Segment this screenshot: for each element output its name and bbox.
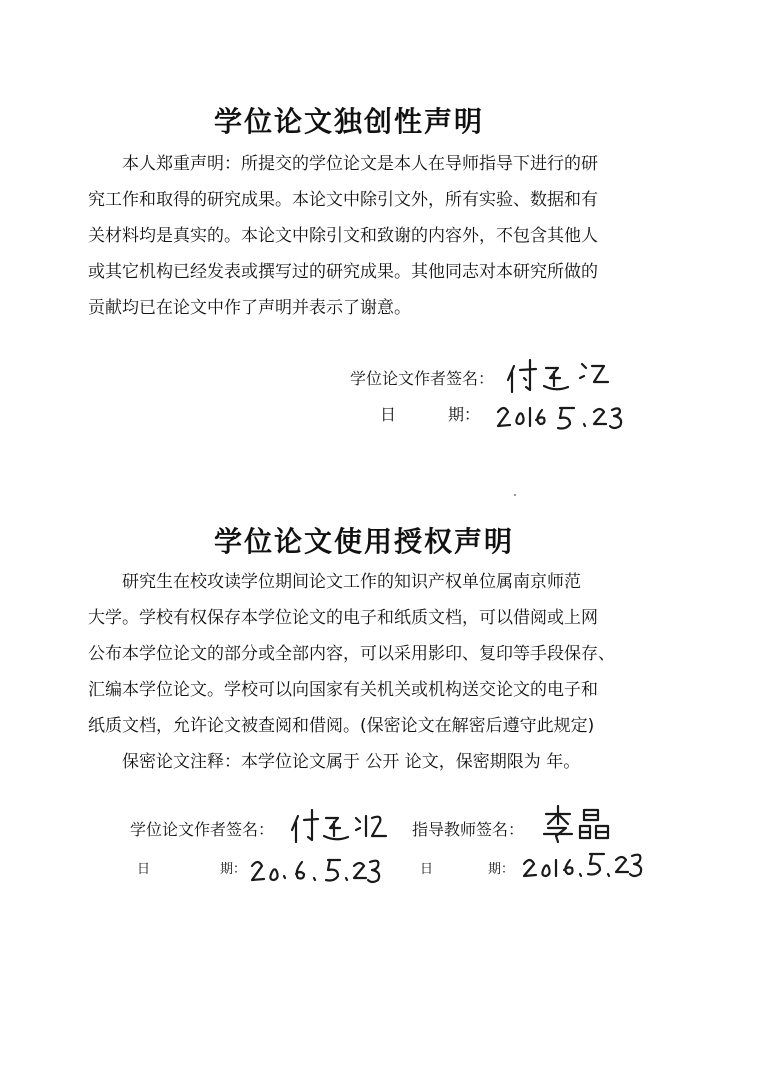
section2-supervisor-signature-label: 指导教师签名： [412,820,525,839]
section1-date-label-char2: 期： [448,405,481,424]
scan-speck [514,494,516,496]
section2-line: 公布本学位论文的部分或全部内容，可以采用影印、复印等手段保存、 [88,644,615,664]
section2-line: 纸质文档，允许论文被查阅和借阅。(保密论文在解密后遵守此规定) [88,716,595,736]
section1-line: 贡献均已在论文中作了声明并表示了谢意。 [88,298,411,318]
section2-supervisor-date-label-char1: 日 [420,862,434,877]
section2-author-signature-label: 学位论文作者签名： [130,820,275,839]
section1-line: 本人郑重声明：所提交的学位论文是本人在导师指导下进行的研 [122,154,598,174]
section2-title: 学位论文使用授权声明 [214,525,515,558]
section2-confidential-note: 保密论文注释：本学位论文属于 公开 论文，保密期限为 年。 [122,752,581,772]
section2-author-signature [290,806,390,846]
section2-supervisor-date-handwritten [520,846,650,884]
section1-date-label-char1: 日 [380,405,397,424]
section1-line: 关材料均是真实的。本论文中除引文和致谢的内容外，不包含其他人 [88,226,598,246]
section1-title: 学位论文独创性声明 [214,105,485,138]
section1-author-signature-label: 学位论文作者签名： [350,369,495,388]
section1-line: 究工作和取得的研究成果。本论文中除引文外，所有实验、数据和有 [88,190,598,210]
section2-author-date-handwritten [248,850,388,888]
section1-date-handwritten [494,398,634,434]
section2-line: 研究生在校攻读学位期间论文工作的知识产权单位属南京师范 [122,572,581,592]
section1-line: 或其它机构已经发表或撰写过的研究成果。其他同志对本研究所做的 [88,262,598,282]
section2-supervisor-date-label-char2: 期： [488,862,515,877]
section2-author-date-label-char2: 期： [220,862,247,877]
section2-author-date-label-char1: 日 [137,862,151,877]
section2-line: 大学。学校有权保存本学位论文的电子和纸质文档，可以借阅或上网 [88,608,598,628]
section1-body [88,146,628,326]
section2-supervisor-signature [540,802,630,844]
section2-line: 汇编本学位论文。学校可以向国家有关机关或机构送交论文的电子和 [88,680,598,700]
section1-author-signature [506,356,616,396]
section2-body [88,564,628,780]
